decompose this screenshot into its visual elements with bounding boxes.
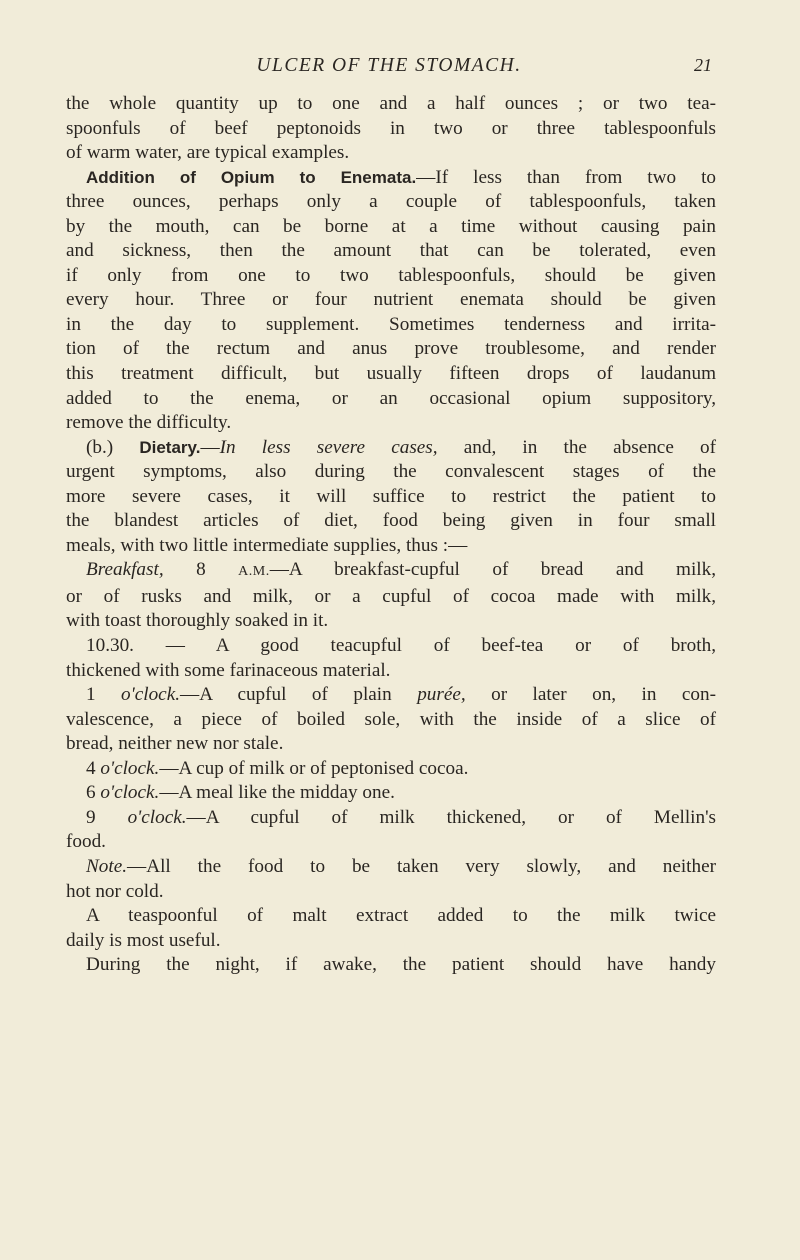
text-line: this treatment difficult, but usually fifteen drops of laudanum: [66, 363, 716, 385]
meal-time-suffix: A.M.: [238, 564, 270, 580]
text-line: with toast thoroughly soaked in it.: [66, 610, 329, 632]
meal-time: 1: [86, 684, 96, 706]
text-line: the blandest articles of diet, food being given in four small: [66, 510, 716, 532]
meal-breakfast: [66, 558, 716, 585]
text-line: bread, neither new nor stale.: [66, 733, 284, 755]
meal-label: o'clock.: [121, 684, 181, 706]
text-span: —A cupful of milk thickened, or of Mellin's: [186, 806, 716, 828]
text-line: remove the difficulty.: [66, 412, 232, 434]
text-line: three ounces, perhaps only a couple of tablespoonfuls, taken: [66, 191, 716, 213]
text-line: the whole quantity up to one and a half ounces ; or two tea-: [66, 93, 716, 114]
running-title: ULCER OF THE STOMACH.: [256, 55, 522, 76]
text-span: —A breakfast-cupful of bread and milk,: [269, 559, 717, 581]
text-line: added to the enema, or an occasional opium suppository,: [66, 387, 716, 409]
text-line: valescence, a piece of boiled sole, with the inside of a slice of: [66, 708, 716, 730]
meal-time: 6: [86, 782, 96, 804]
page-number: 21: [694, 55, 712, 75]
text-span: —A meal like the midday one.: [159, 782, 395, 804]
meal-label: Breakfast,: [86, 559, 164, 581]
section-opium-enemata: [66, 166, 716, 191]
meal-time: 4: [86, 757, 96, 779]
section-dietary: [66, 436, 716, 461]
text-span: —If less than from two to: [416, 166, 716, 188]
text-line: or of rusks and milk, or a cupful of cocoa made with milk,: [66, 585, 716, 607]
text-line: in the day to supplement. Sometimes tenderness and irrita-: [66, 313, 716, 335]
meal-label: o'clock.: [100, 757, 160, 779]
text-line: by the mouth, can be borne at a time without causing pain: [66, 215, 716, 237]
note-label: Note.: [86, 855, 128, 877]
text-span: —All the food to be taken very slowly, and neither: [127, 855, 716, 877]
text-line: of warm water, are typical examples.: [66, 142, 350, 164]
text-line: thickened with some farinaceous material.: [66, 659, 391, 681]
text-line: spoonfuls of beef peptonoids in two or three tablespoonfuls: [66, 117, 716, 139]
text-line: daily is most useful.: [66, 929, 221, 951]
text-line: if only from one to two tablespoonfuls, should be given: [66, 264, 716, 286]
text-span: —A cupful of plain: [180, 684, 392, 706]
page-header: [66, 55, 712, 81]
text-line: tion of the rectum and anus prove troublesome, and render: [66, 338, 716, 360]
meal-1-oclock: [66, 683, 716, 708]
text-line: meals, with two little intermediate supplies, thus :—: [66, 534, 468, 556]
meal-label: o'clock.: [127, 806, 187, 828]
meal-time: 8: [196, 559, 206, 581]
text-line: food.: [66, 831, 106, 853]
italic-span: In less severe cases,: [219, 436, 438, 458]
meal-9-oclock: [66, 806, 716, 831]
text-line: and sickness, then the amount that can be tolerated, even: [66, 240, 716, 262]
text-line: hot nor cold.: [66, 880, 164, 902]
text-line: more severe cases, it will suffice to restrict the patient to: [66, 485, 716, 507]
meal-label: o'clock.: [100, 782, 160, 804]
text-line: every hour. Three or four nutrient enemata should be given: [66, 289, 716, 311]
text-span: and, in the absence of: [463, 436, 716, 458]
text-span: or later on, in con-: [491, 684, 717, 706]
italic-span: purée,: [417, 684, 466, 706]
text-line: During the night, if awake, the patient should have handy: [86, 954, 716, 976]
text-line: urgent symptoms, also during the convalescent stages of the: [66, 461, 716, 483]
text-span: —: [200, 436, 220, 458]
meal-6-oclock: [66, 781, 716, 806]
note: [66, 855, 716, 880]
meal-4-oclock: [66, 757, 716, 782]
section-heading: Addition of Opium to Enemata.: [86, 167, 417, 187]
section-heading: Dietary.: [139, 437, 201, 457]
text-line: A teaspoonful of malt extract added to the milk twice: [86, 905, 716, 927]
meal-1030: 10.30. — A good teacupful of beef-tea or of broth,: [86, 635, 716, 657]
section-label: (b.): [86, 436, 114, 458]
text-span: —A cup of milk or of peptonised cocoa.: [159, 757, 469, 779]
meal-time: 9: [86, 806, 96, 828]
body-text: [66, 92, 716, 978]
